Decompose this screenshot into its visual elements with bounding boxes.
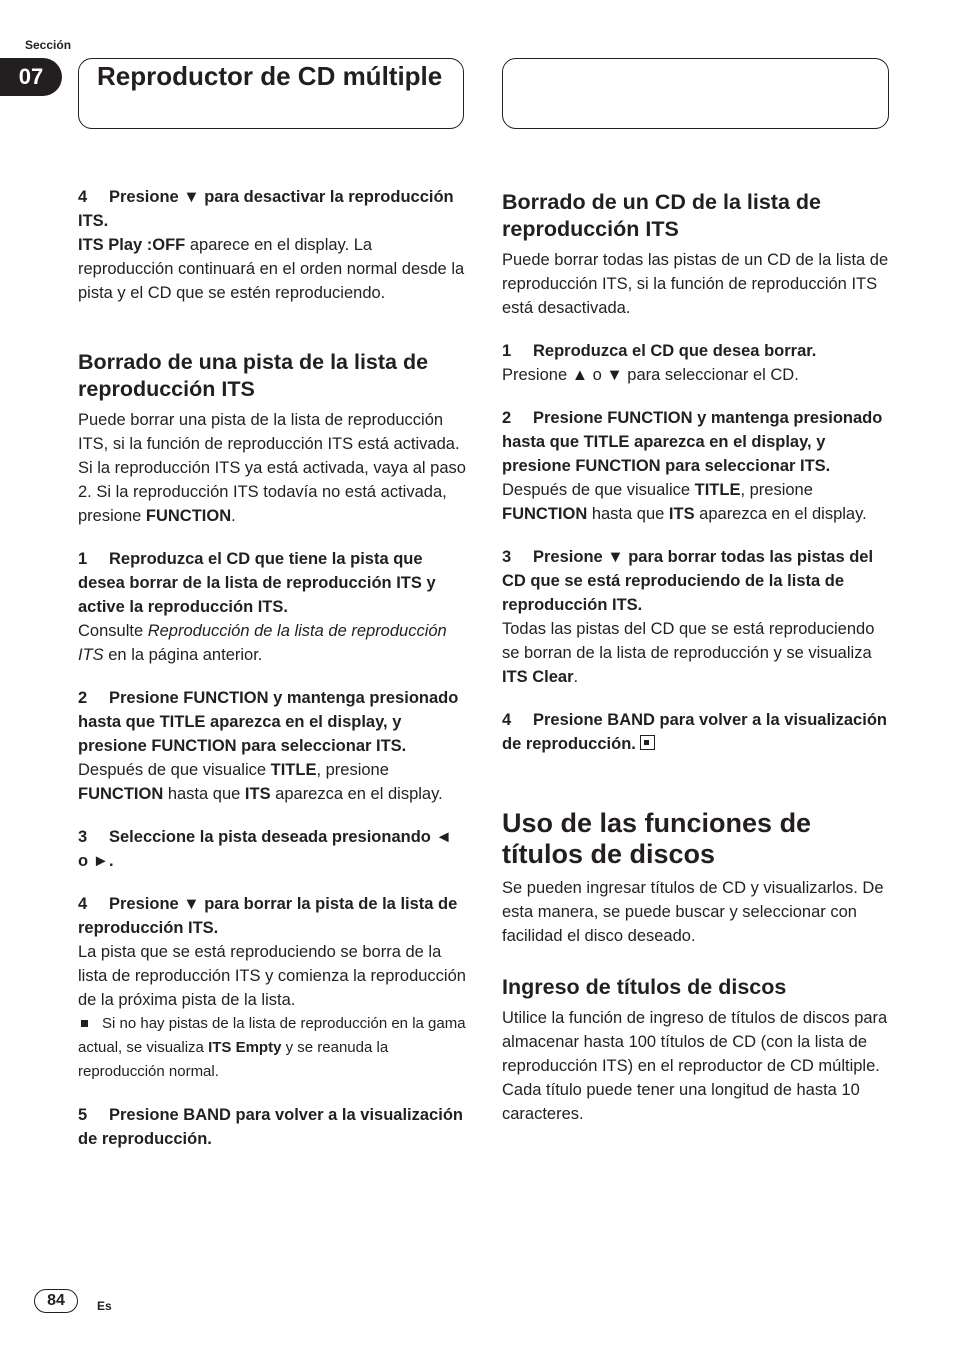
track-step-2-body: Después de que visualice TITLE, presione FUNCTION hasta que ITS aparezca en el display. — [78, 761, 443, 803]
bullet-square-icon — [81, 1020, 88, 1027]
step-4-deactivate: 4 Presione ▼ para desactivar la reproducción ITS. — [78, 188, 454, 230]
heading-delete-track: Borrado de una pista de la lista de reproducción ITS — [78, 350, 429, 401]
cd-step-1: 1 Reproduzca el CD que desea borrar. — [502, 342, 817, 360]
page-title: Reproductor de CD múltiple — [97, 61, 443, 91]
enter-titles-body: Utilice la función de ingreso de títulos de discos para almacenar hasta 100 títulos de CD (con la lista de reproducción ITS) en el reproductor de CD múltiple. Cada título puede tener una longitud de hasta 10 caracteres. — [502, 1009, 888, 1123]
track-step-4-body: La pista que se está reproduciendo se borra de la lista de reproducción ITS y comienza la reproducción de la próxima pista de la lista. — [78, 943, 466, 1009]
heading-delete-cd: Borrado de un CD de la lista de reproducción ITS — [502, 190, 821, 241]
heading-disc-titles: Uso de las funciones de títulos de discos — [502, 808, 812, 869]
track-step-3: 3 Seleccione la pista deseada presionando ◄ o ►. — [78, 828, 452, 870]
section-label: Sección — [25, 38, 72, 52]
end-mark-icon — [640, 735, 655, 750]
delete-cd-intro: Puede borrar todas las pistas de un CD de la lista de reproducción ITS, si la función de reproducción ITS está desactivada. — [502, 251, 889, 317]
disc-titles-intro: Se pueden ingresar títulos de CD y visualizarlos. De esta manera, se puede buscar y seleccionar con facilidad el disco deseado. — [502, 879, 884, 945]
header-empty-frame — [502, 58, 889, 129]
heading-enter-titles: Ingreso de títulos de discos — [502, 975, 787, 999]
track-step-4-note: Si no hay pistas de la lista de reproducción en la gama actual, se visualiza ITS Empty y se reanuda la reproducción normal. — [78, 1015, 466, 1080]
language-code: Es — [97, 1299, 112, 1313]
cd-step-3-body: Todas las pistas del CD que se está reproduciendo se borran de la lista de reproducción y se visualiza ITS Clear. — [502, 620, 875, 686]
section-number-badge: 07 — [0, 58, 62, 96]
track-step-2: 2 Presione FUNCTION y mantenga presionado hasta que TITLE aparezca en el display, y presione FUNCTION para seleccionar ITS. — [78, 689, 459, 755]
cd-step-1-body: Presione ▲ o ▼ para seleccionar el CD. — [502, 366, 799, 384]
track-step-1-body: Consulte Reproducción de la lista de reproducción ITS en la página anterior. — [78, 622, 447, 664]
right-column — [502, 189, 890, 1126]
track-step-1: 1 Reproduzca el CD que tiene la pista que desea borrar de la lista de reproducción ITS y active la reproducción ITS. — [78, 550, 436, 616]
left-column — [78, 185, 466, 1151]
page-number: 84 — [34, 1289, 78, 1313]
cd-step-3: 3 Presione ▼ para borrar todas las pistas del CD que se está reproduciendo de la lista de reproducción ITS. — [502, 548, 874, 614]
track-step-5: 5 Presione BAND para volver a la visualización de reproducción. — [78, 1106, 463, 1148]
delete-track-intro: Puede borrar una pista de la lista de reproducción ITS, si la función de reproducción ITS está activada. — [78, 411, 460, 453]
cd-step-2: 2 Presione FUNCTION y mantenga presionado hasta que TITLE aparezca en el display, y presione FUNCTION para seleccionar ITS. — [502, 409, 883, 475]
step-4-body: ITS Play :OFF aparece en el display. La reproducción continuará en el orden normal desde la pista y el CD que se estén reproduciendo. — [78, 236, 465, 302]
delete-track-intro-2: Si la reproducción ITS ya está activada, vaya al paso 2. Si la reproducción ITS todavía no está activada, presione FUNCTION. — [78, 459, 466, 525]
track-step-4: 4 Presione ▼ para borrar la pista de la lista de reproducción ITS. — [78, 895, 458, 937]
cd-step-2-body: Después de que visualice TITLE, presione FUNCTION hasta que ITS aparezca en el display. — [502, 481, 867, 523]
cd-step-4: 4 Presione BAND para volver a la visualización de reproducción. — [502, 711, 887, 753]
